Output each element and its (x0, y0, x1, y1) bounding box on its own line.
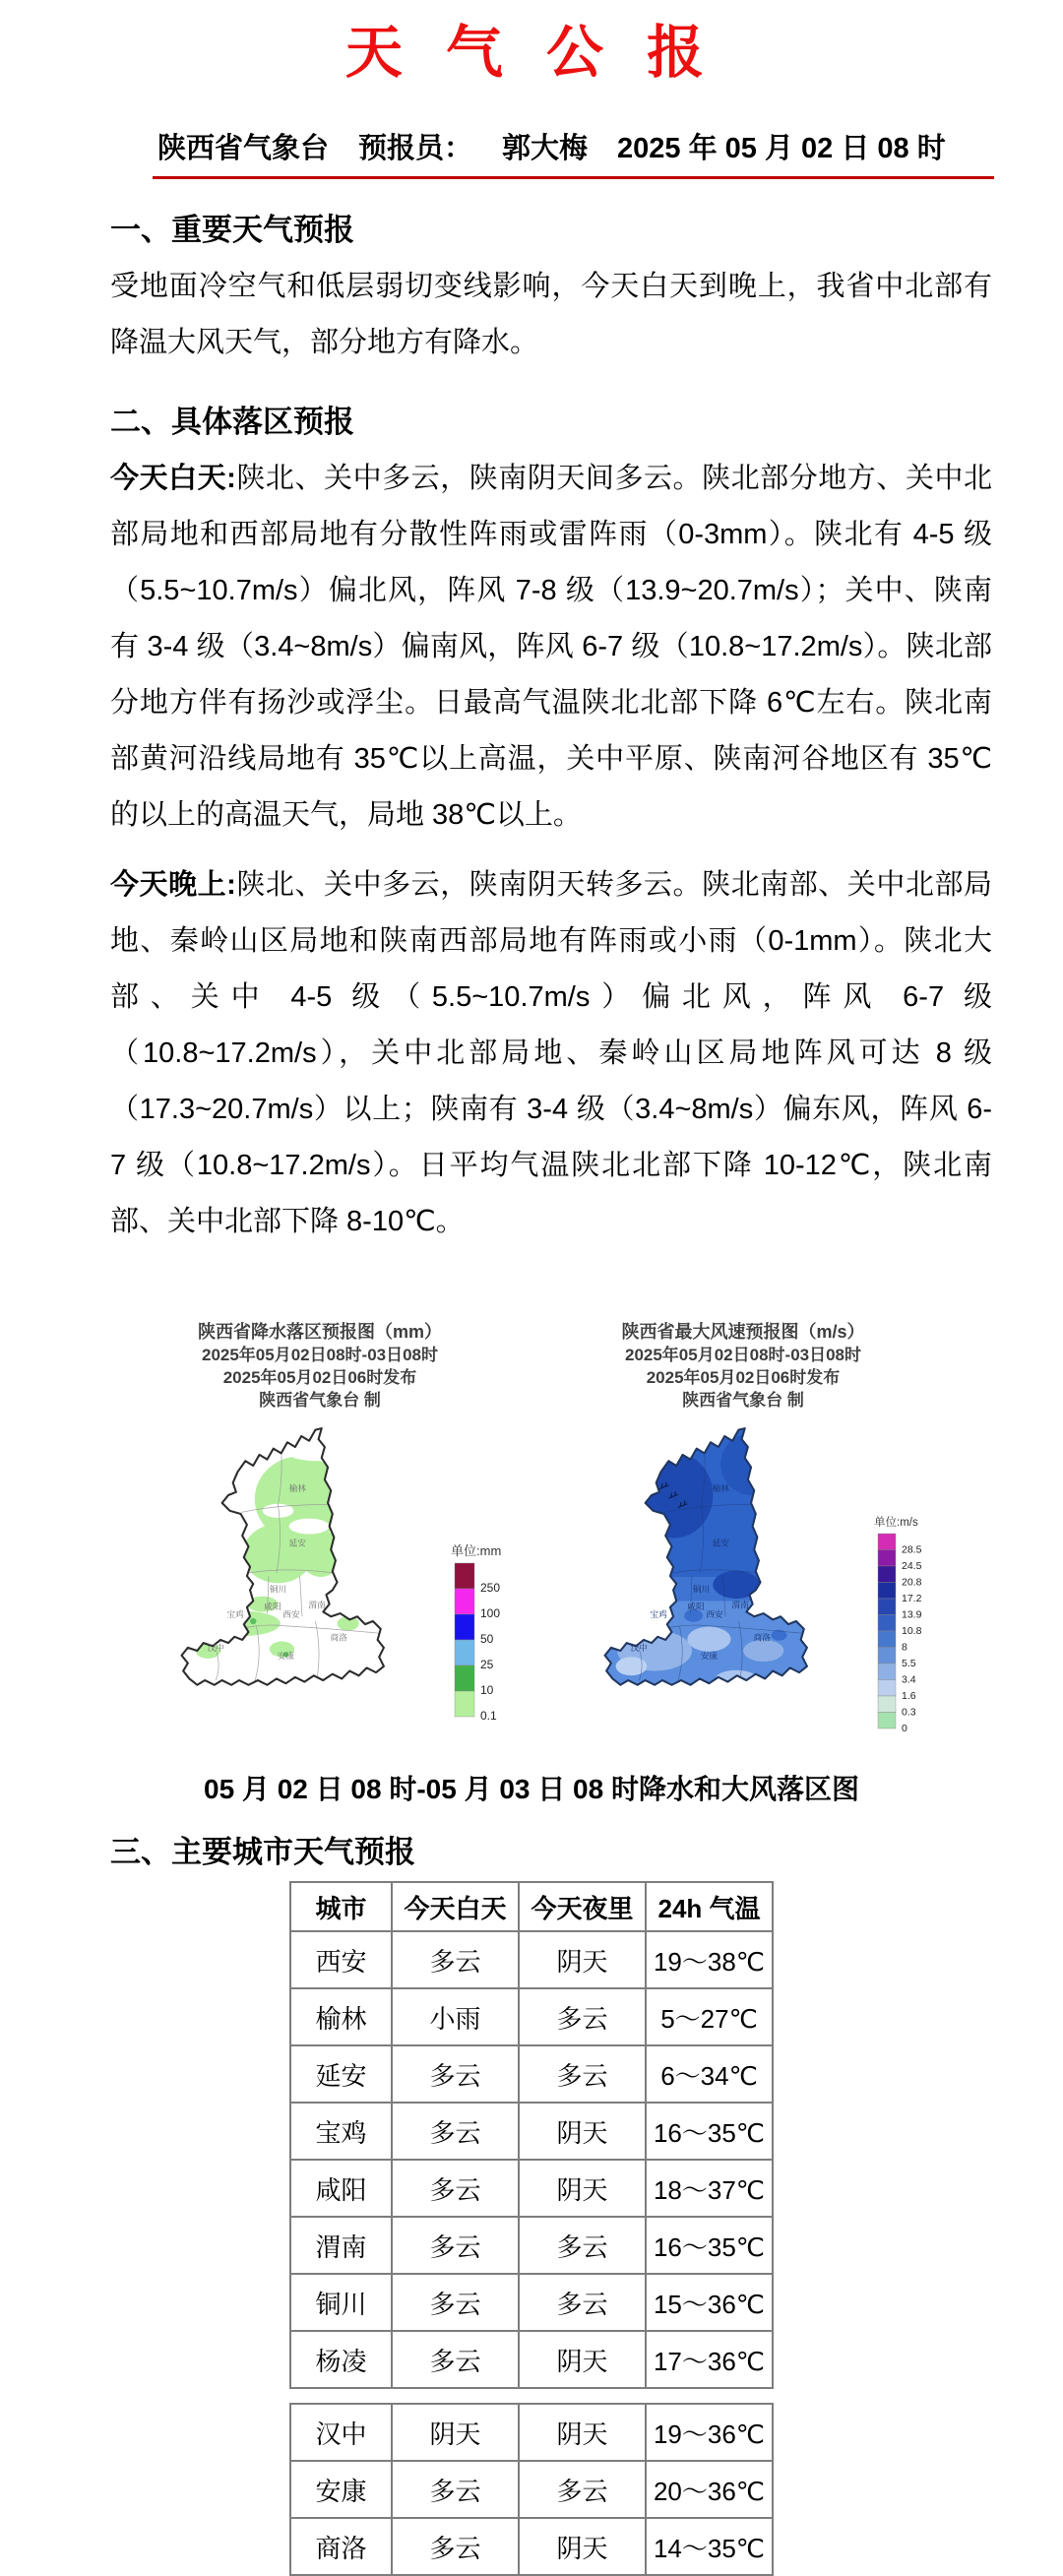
map-city-label: 咸阳 (687, 1602, 705, 1612)
map-city-label: 西安 (282, 1609, 300, 1620)
city-forecast-table (289, 1881, 774, 2389)
night-forecast-paragraph (110, 857, 992, 1250)
legend-value-label: 28.5 (902, 1543, 922, 1556)
legend-value-label: 0.1 (480, 1709, 497, 1723)
legend-value-label: 25 (480, 1658, 494, 1671)
table-header-cell: 今天白天 (392, 1882, 519, 1931)
city-name-cell: 榆林 (290, 1988, 392, 2045)
legend-value-label: 5.5 (902, 1658, 916, 1669)
table-cell: 多云 (392, 2160, 519, 2217)
map-title-line: 陕西省降水落区预报图（mm） (197, 1322, 442, 1342)
table-cell: 16～35℃ (646, 2217, 773, 2274)
daytime-text: 陕北、关中多云，陕南阴天间多云。陕北部分地方、关中北部局地和西部局地有分散性阵雨或雷阵雨（0-3mm）。陕北有 4-5 级（5.5~10.7m/s）偏北风，阵风 7-8 级（13.9~20.7m/s）；关中、陕南有 3-4 级（3.4~8m/s）偏南风，阵风 6-7 级（10.8~17.2m/s）。陕北部分地方伴有扬沙或浮尘。日最高气温陕北北部下降 6℃左右。陕北南部黄河沿线局地有 35℃以上高温，关中平原、陕南河谷地区有 35℃的以上的高温天气，局地 38℃以上。 (110, 463, 992, 831)
table-header-cell: 24h 气温 (646, 1882, 773, 1931)
table-cell: 多云 (392, 2217, 519, 2274)
legend-color-swatch (455, 1640, 474, 1665)
table-row (290, 2103, 773, 2160)
table-cell: 16～35℃ (646, 2103, 773, 2160)
map-city-label: 渭南 (731, 1600, 749, 1610)
map-title-line: 陕西省气象台 制 (259, 1391, 381, 1410)
city-name-cell: 宝鸡 (290, 2103, 392, 2160)
legend-value-label: 10.8 (902, 1625, 922, 1637)
map-city-label: 宝鸡 (650, 1609, 667, 1620)
table-row (290, 2045, 773, 2103)
section3-heading: 三、主要城市天气预报 (110, 1835, 415, 1869)
legend-value-label: 24.5 (902, 1560, 922, 1572)
city-name-cell: 渭南 (290, 2217, 392, 2274)
legend-color-swatch (455, 1665, 474, 1691)
map-city-label: 渭南 (308, 1600, 326, 1610)
map-city-label: 西安 (706, 1609, 723, 1620)
table-cell: 阴天 (519, 2518, 646, 2575)
table-cell: 多云 (392, 2331, 519, 2388)
table-cell: 多云 (392, 2461, 519, 2518)
map-city-label: 汉中 (207, 1643, 224, 1653)
table-row (290, 2331, 773, 2388)
map-city-label: 商洛 (330, 1632, 347, 1643)
section2-heading: 二、具体落区预报 (110, 405, 354, 439)
legend-color-swatch (878, 1713, 896, 1729)
section1-body: 受地面冷空气和低层弱切变线影响，今天白天到晚上，我省中北部有降温大风天气，部分地方有降水。 (110, 271, 992, 358)
legend-color-swatch (878, 1599, 896, 1615)
table-cell: 6～34℃ (646, 2045, 773, 2103)
legend-color-swatch (455, 1589, 474, 1614)
table-cell: 15～36℃ (646, 2274, 773, 2331)
city-name-cell: 西安 (290, 1931, 392, 1988)
table-cell: 多云 (392, 2045, 519, 2103)
legend-color-swatch (455, 1691, 474, 1717)
issuer-line (153, 126, 994, 179)
table-cell: 多云 (519, 2274, 646, 2331)
legend-value-label: 8 (902, 1641, 907, 1654)
maps-caption: 05 月 02 日 08 时-05 月 03 日 08 时降水和大风落区图 (204, 1774, 859, 1804)
map-title-line: 2025年05月02日08时-03日08时 (624, 1346, 862, 1364)
map-city-label: 咸阳 (264, 1602, 281, 1612)
city-name-cell: 延安 (290, 2045, 392, 2103)
map-city-label: 商洛 (753, 1632, 771, 1643)
table-header-cell: 今天夜里 (519, 1882, 646, 1931)
station-name: 陕西省气象台 (157, 133, 330, 164)
map-city-label: 铜川 (269, 1584, 287, 1595)
legend-color-swatch (878, 1534, 896, 1550)
map-city-label: 铜川 (692, 1584, 711, 1595)
legend-color-swatch (455, 1563, 474, 1589)
map-title-line: 2025年05月02日06时发布 (646, 1368, 841, 1387)
map-city-label: 延安 (288, 1538, 306, 1548)
legend-color-swatch (878, 1631, 896, 1648)
legend-color-swatch (878, 1648, 896, 1665)
city-name-cell: 咸阳 (290, 2160, 392, 2217)
wind-map-titles (532, 1321, 955, 1412)
city-name-cell: 铜川 (290, 2274, 392, 2331)
map-title-line: 2025年05月02日06时发布 (222, 1368, 417, 1387)
map-title-line: 陕西省气象台 制 (682, 1391, 804, 1410)
legend-value-label: 250 (480, 1581, 501, 1595)
legend-value-label: 3.4 (902, 1673, 916, 1686)
legend-color-swatch (455, 1614, 474, 1640)
bulletin-body (110, 205, 992, 1250)
city-name-cell: 杨凌 (290, 2331, 392, 2388)
legend-value-label: 20.8 (902, 1576, 922, 1589)
map-city-label: 安康 (277, 1650, 295, 1661)
max-wind-speed-map (532, 1415, 955, 1750)
legend-color-swatch (878, 1615, 896, 1632)
forecast-maps (0, 1321, 1063, 1750)
legend-value-label: 100 (480, 1606, 501, 1620)
table-row (290, 2217, 773, 2274)
legend-value-label: 0 (902, 1723, 907, 1734)
legend-title: 单位:mm (451, 1543, 502, 1558)
city-name-cell: 商洛 (290, 2518, 392, 2575)
table-row (290, 2518, 773, 2575)
legend-color-swatch (878, 1696, 896, 1713)
legend-value-label: 17.2 (902, 1593, 922, 1604)
map-city-label: 榆林 (712, 1483, 729, 1494)
table-cell: 多云 (392, 2103, 519, 2160)
table-cell: 5～27℃ (646, 1988, 773, 2045)
table-cell: 19～38℃ (646, 1931, 773, 1988)
table-cell: 阴天 (392, 2404, 519, 2461)
map-title-line: 陕西省最大风速预报图（m/s） (621, 1322, 865, 1342)
table-row (290, 1931, 773, 1988)
page-title: 天 气 公 报 (344, 21, 719, 85)
map-city-label: 榆林 (288, 1483, 306, 1494)
table-cell: 多云 (519, 1988, 646, 2045)
legend-color-swatch (878, 1550, 896, 1567)
table-cell: 19～36℃ (646, 2404, 773, 2461)
section1-heading: 一、重要天气预报 (110, 213, 354, 247)
table-cell: 阴天 (519, 2160, 646, 2217)
table-cell: 多云 (519, 2217, 646, 2274)
table-cell: 多云 (392, 2518, 519, 2575)
legend-value-label: 0.3 (902, 1706, 916, 1719)
city-name-cell: 汉中 (290, 2404, 392, 2461)
legend-color-swatch (878, 1680, 896, 1697)
table-cell: 阴天 (519, 2103, 646, 2160)
table-header-cell: 城市 (290, 1882, 392, 1931)
daytime-label: 今天白天: (110, 463, 236, 494)
legend-value-label: 13.9 (902, 1608, 922, 1621)
map-city-label: 宝鸡 (226, 1609, 244, 1620)
table-row (290, 1988, 773, 2045)
table-cell: 14～35℃ (646, 2518, 773, 2575)
forecaster-label: 预报员： (358, 133, 473, 164)
map-city-label: 安康 (700, 1650, 719, 1661)
table-cell: 18～37℃ (646, 2160, 773, 2217)
table-cell: 小雨 (392, 1988, 519, 2045)
legend-color-swatch (878, 1664, 896, 1680)
legend-title: 单位:m/s (874, 1517, 918, 1529)
table-row (290, 2404, 773, 2461)
night-text: 陕北、关中多云，陕南阴天转多云。陕北南部、关中北部局地、秦岭山区局地和陕南西部局地有阵雨或小雨（0-1mm）。陕北大部、关中 4-5 级（5.5~10.7m/s）偏北风，阵风 6-7 级（10.8~17.2m/s），关中北部局地、秦岭山区局地阵风可达 8 级（17.3~20.7m/s）以上；陕南有 3-4 级（3.4~8m/s）偏东风，阵风 6-7 级（10.8~17.2m/s）。日平均气温陕北北部下降 10-12℃，陕北南部、关中北部下降 8-10℃。 (110, 869, 992, 1237)
legend-value-label: 50 (480, 1632, 494, 1646)
city-forecast-table-south (289, 2403, 774, 2576)
table-cell: 阴天 (519, 2404, 646, 2461)
table-header-row (290, 1882, 773, 1931)
legend-value-label: 1.6 (902, 1690, 916, 1702)
table-cell: 多云 (392, 2274, 519, 2331)
map-city-label: 延安 (712, 1538, 729, 1548)
table-cell: 多云 (519, 2461, 646, 2518)
city-name-cell: 安康 (290, 2461, 392, 2518)
table-cell: 多云 (519, 2045, 646, 2103)
table-row (290, 2274, 773, 2331)
table-cell: 多云 (392, 1931, 519, 1988)
map-city-label: 汉中 (630, 1643, 648, 1653)
table-cell: 17～36℃ (646, 2331, 773, 2388)
precipitation-map-block (108, 1321, 532, 1750)
map-title-line: 2025年05月02日08时-03日08时 (201, 1346, 439, 1364)
table-row (290, 2160, 773, 2217)
legend-value-label: 10 (480, 1683, 494, 1697)
forecaster-name: 郭大梅 (502, 133, 589, 164)
legend-color-swatch (878, 1566, 896, 1583)
wind-map-block (532, 1321, 955, 1750)
precip-map-titles (108, 1321, 532, 1412)
daytime-forecast-paragraph (110, 451, 992, 844)
legend-color-swatch (878, 1583, 896, 1600)
table-row (290, 2461, 773, 2518)
table-cell: 20～36℃ (646, 2461, 773, 2518)
table-cell: 阴天 (519, 1931, 646, 1988)
night-label: 今天晚上: (110, 869, 236, 901)
issue-datetime: 2025 年 05 月 02 日 08 时 (617, 133, 946, 164)
precipitation-map (108, 1415, 532, 1750)
table-cell: 阴天 (519, 2331, 646, 2388)
